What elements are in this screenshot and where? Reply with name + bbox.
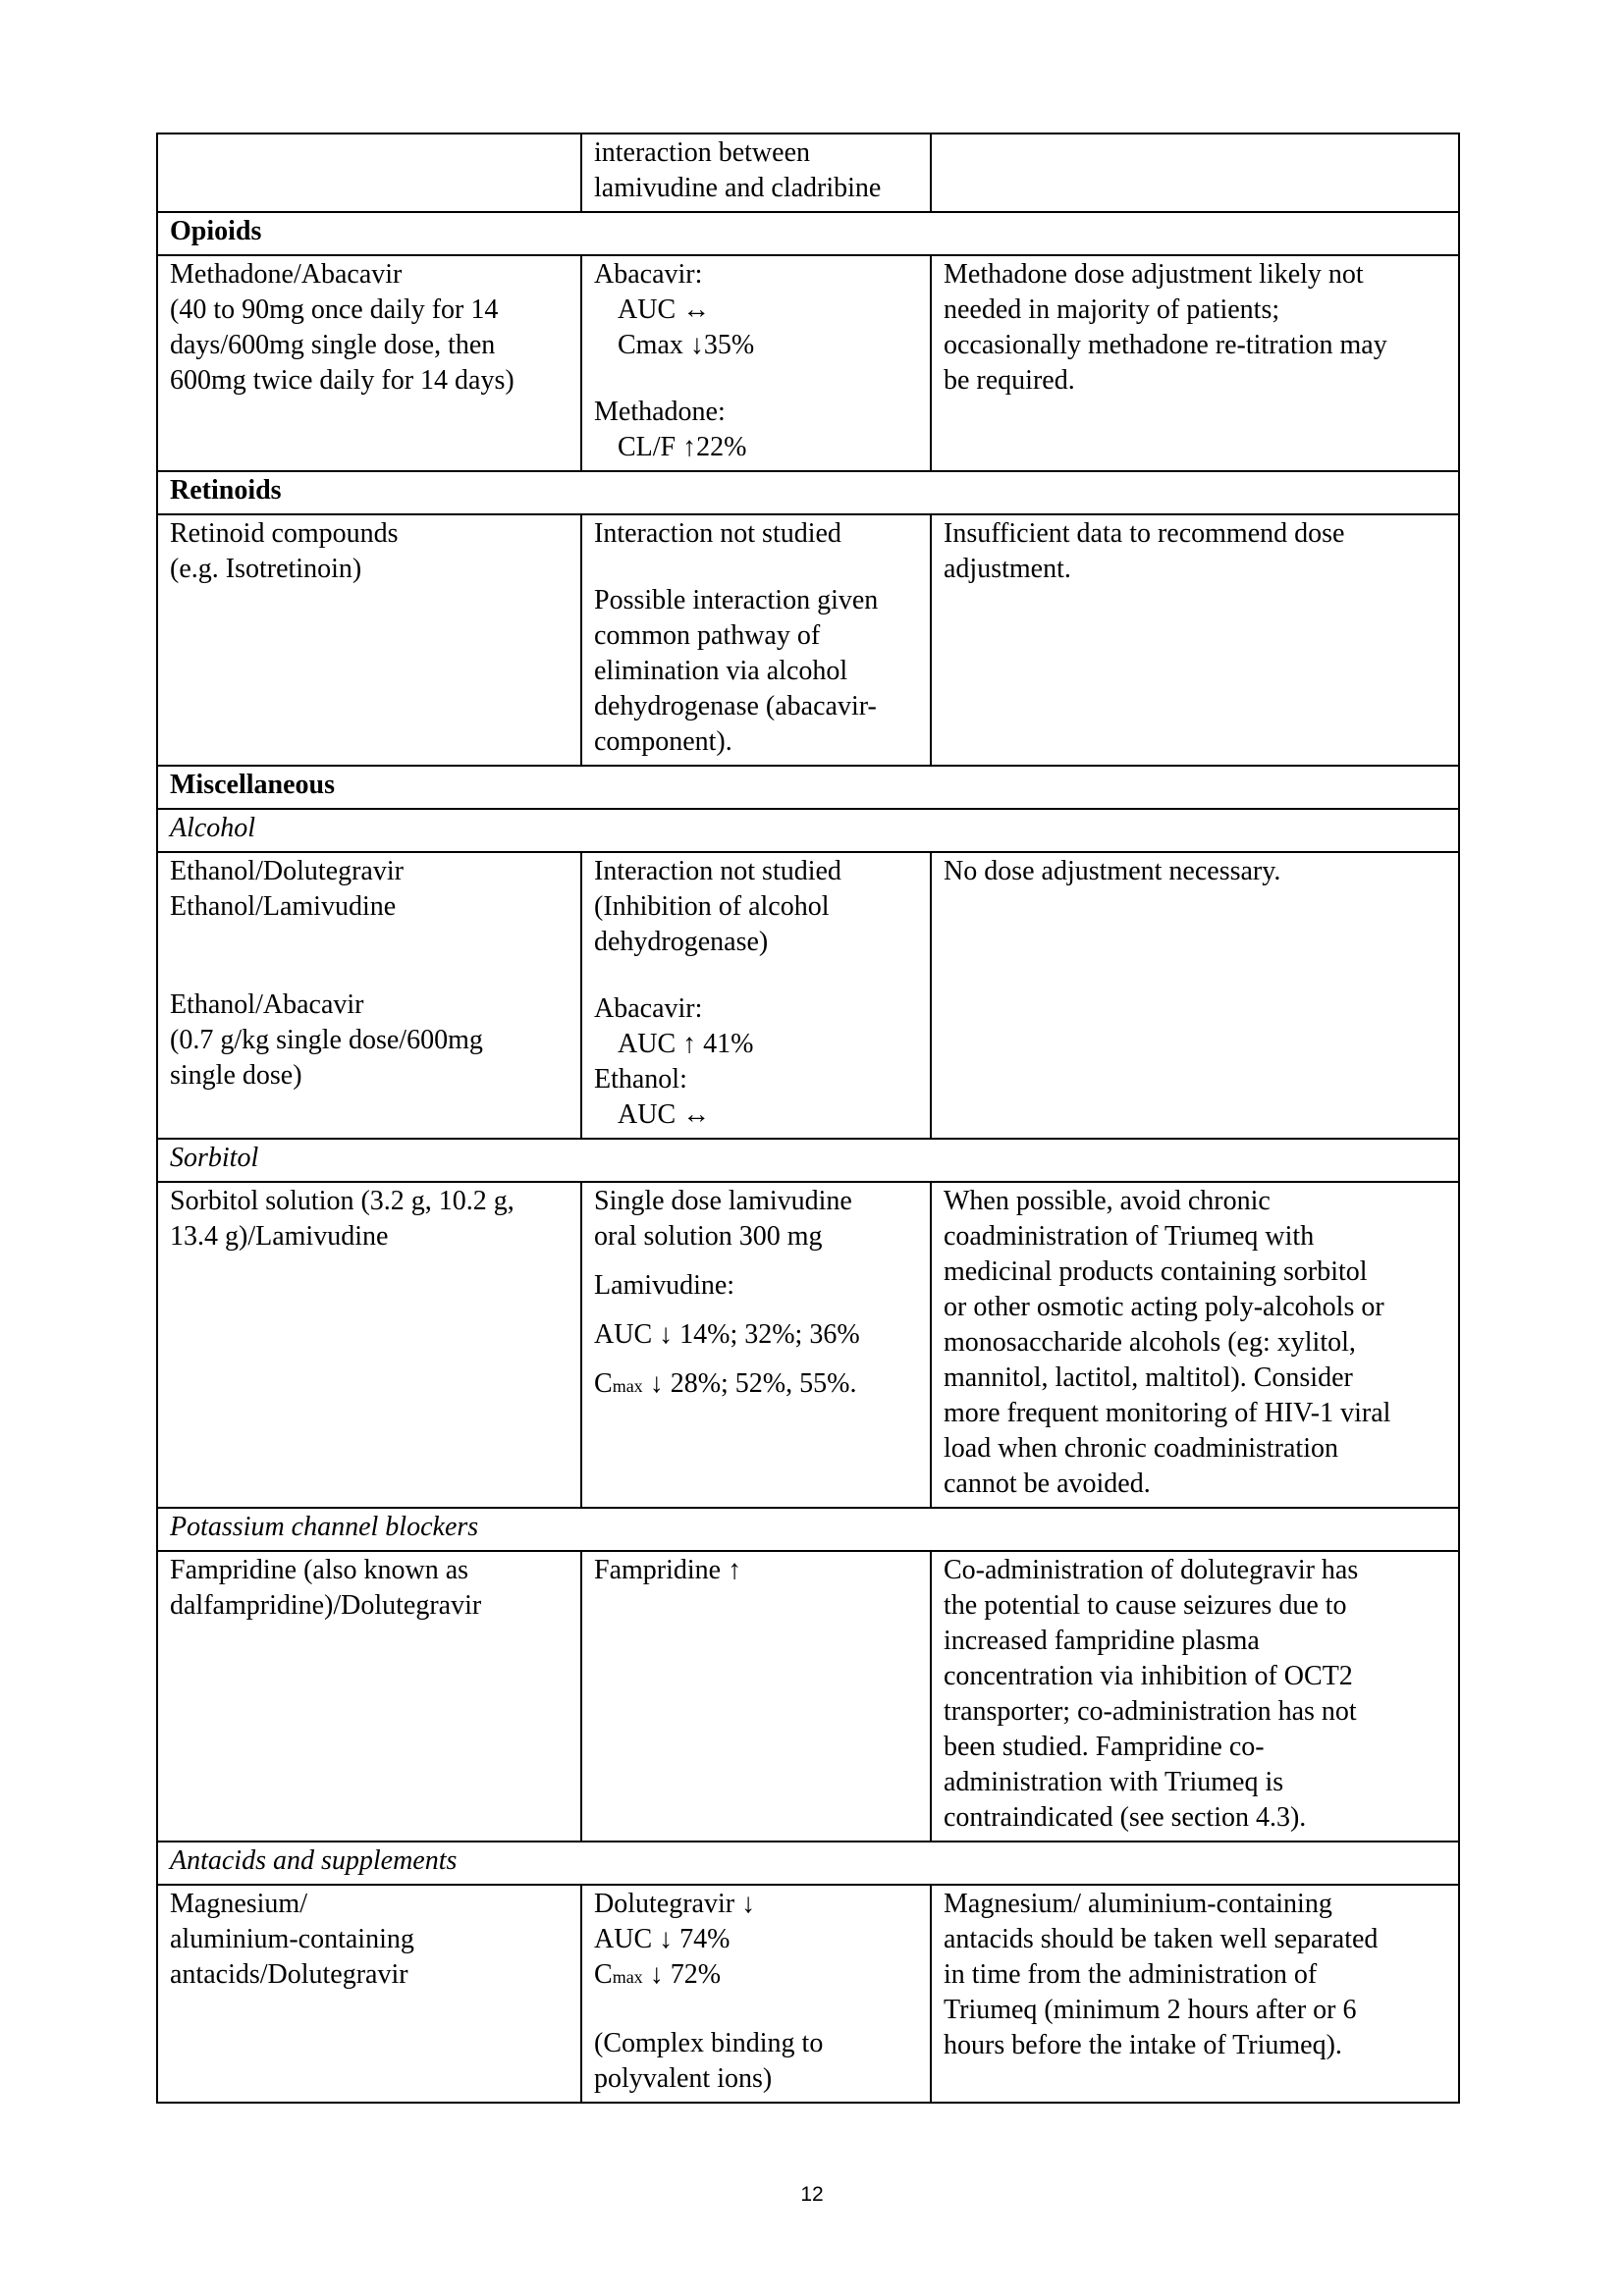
cmax-letter: C: [594, 1368, 613, 1399]
cell-line: aluminium-containing: [170, 1924, 414, 1954]
table-row: [157, 852, 1459, 1139]
table-cell: [157, 1551, 581, 1842]
page-number: 12: [800, 2183, 824, 2206]
subcategory-heading-alcohol: Alcohol: [157, 809, 1459, 852]
table-cell: [581, 1885, 931, 2103]
cell-line: [594, 1957, 918, 1995]
cell-line: dehydrogenase): [594, 927, 769, 957]
cell-line: oral solution 300 mg: [594, 1221, 823, 1252]
table-cell: [931, 1551, 1459, 1842]
cell-line: adjustment.: [944, 554, 1071, 584]
cell-line: Possible interaction given: [594, 585, 879, 615]
cell-line: AUC ↓ 14%; 32%; 36%: [594, 1319, 860, 1350]
table-row: [157, 133, 1459, 212]
table-cell: [581, 255, 931, 471]
cell-line: 13.4 g)/Lamivudine: [170, 1221, 389, 1252]
cell-line: common pathway of: [594, 620, 821, 651]
table-cell: [157, 1182, 581, 1508]
cell-line: 600mg twice daily for 14 days): [170, 365, 514, 396]
table-cell: [157, 1885, 581, 2103]
cell-line: Retinoid compounds: [170, 518, 399, 549]
cell-line: be required.: [944, 365, 1075, 396]
cell-line: Dolutegravir ↓: [594, 1889, 756, 1919]
table-cell: [931, 514, 1459, 766]
cell-line: Methadone dose adjustment likely not: [944, 259, 1364, 290]
cell-line: medicinal products containing sorbitol: [944, 1256, 1368, 1287]
cell-line: hours before the intake of Triumeq).: [944, 2030, 1342, 2060]
cmax-subscript: max: [612, 1376, 643, 1396]
cell-line: Ethanol/Dolutegravir: [170, 856, 404, 886]
subcategory-row: [157, 1842, 1459, 1885]
cell-line: or other osmotic acting poly-alcohols or: [944, 1292, 1384, 1322]
cell-line: Interaction not studied: [594, 856, 841, 886]
cell-line: AUC ↑ 41%: [618, 1029, 754, 1059]
category-row: [157, 471, 1459, 514]
cell-line: monosaccharide alcohols (eg: xylitol,: [944, 1327, 1356, 1358]
cell-line: more frequent monitoring of HIV-1 viral: [944, 1398, 1391, 1428]
cell-line: (40 to 90mg once daily for 14: [170, 294, 499, 325]
table-row: [157, 1885, 1459, 2103]
subcategory-heading-antacids: Antacids and supplements: [157, 1842, 1459, 1885]
interaction-table: [156, 133, 1460, 2104]
cell-line: Interaction not studied: [594, 518, 841, 549]
table-cell: [157, 133, 581, 212]
cell-line: needed in majority of patients;: [944, 294, 1280, 325]
cell-line: [594, 1366, 918, 1404]
cell-line: cannot be avoided.: [944, 1468, 1151, 1499]
table-cell: [157, 514, 581, 766]
table-row: [157, 255, 1459, 471]
table-cell: [581, 1551, 931, 1842]
cell-line: load when chronic coadministration: [944, 1433, 1338, 1464]
table-row: [157, 1182, 1459, 1508]
cell-line: component).: [594, 726, 732, 757]
cell-line: When possible, avoid chronic: [944, 1186, 1271, 1216]
cell-line: Single dose lamivudine: [594, 1186, 852, 1216]
cell-line: concentration via inhibition of OCT2: [944, 1661, 1353, 1691]
table-cell: [931, 1885, 1459, 2103]
cell-line: coadministration of Triumeq with: [944, 1221, 1315, 1252]
cell-line: (0.7 g/kg single dose/600mg: [170, 1025, 483, 1055]
table-cell: [931, 255, 1459, 471]
cell-line: contraindicated (see section 4.3).: [944, 1802, 1307, 1833]
category-row: [157, 766, 1459, 809]
category-heading-miscellaneous: Miscellaneous: [157, 766, 1459, 809]
table-cell: [581, 514, 931, 766]
cell-line: occasionally methadone re-titration may: [944, 330, 1387, 360]
cell-line: Co-administration of dolutegravir has: [944, 1555, 1359, 1585]
table-cell: [581, 133, 931, 212]
cell-line: increased fampridine plasma: [944, 1626, 1260, 1656]
cell-line: Lamivudine:: [594, 1270, 735, 1301]
cell-line: lamivudine and cladribine: [594, 173, 882, 203]
subcategory-row: [157, 809, 1459, 852]
cmax-value: ↓ 72%: [642, 1959, 722, 1990]
table-row: [157, 1551, 1459, 1842]
category-heading-opioids: Opioids: [157, 212, 1459, 255]
cell-line: Abacavir:: [594, 259, 703, 290]
cell-line: Insufficient data to recommend dose: [944, 518, 1345, 549]
subcategory-heading-potassium-channel-blockers: Potassium channel blockers: [157, 1508, 1459, 1551]
cell-line: Cmax ↓35%: [618, 330, 755, 360]
cmax-subscript: max: [612, 1967, 643, 1987]
cell-line: transporter; co-administration has not: [944, 1696, 1357, 1727]
cell-line: (Inhibition of alcohol: [594, 891, 830, 922]
table-cell: [931, 852, 1459, 1139]
table-cell: [157, 852, 581, 1139]
cell-line: in time from the administration of: [944, 1959, 1318, 1990]
cell-line: the potential to cause seizures due to: [944, 1590, 1347, 1621]
table-cell: [581, 1182, 931, 1508]
subcategory-heading-sorbitol: Sorbitol: [157, 1139, 1459, 1182]
table-cell: [157, 255, 581, 471]
table-cell: [581, 852, 931, 1139]
cell-line: CL/F ↑22%: [618, 432, 747, 462]
cmax-letter: C: [594, 1959, 613, 1990]
cell-line: Ethanol/Lamivudine: [170, 891, 397, 922]
cell-line: polyvalent ions): [594, 2063, 773, 2094]
subcategory-row: [157, 1508, 1459, 1551]
cell-line: elimination via alcohol: [594, 656, 848, 686]
cell-line: No dose adjustment necessary.: [944, 856, 1281, 886]
cell-line: antacids should be taken well separated: [944, 1924, 1379, 1954]
table-row: [157, 514, 1459, 766]
cell-line: Ethanol:: [594, 1064, 687, 1095]
cell-line: been studied. Fampridine co-: [944, 1732, 1265, 1762]
cell-line: Sorbitol solution (3.2 g, 10.2 g,: [170, 1186, 514, 1216]
cell-line: (Complex binding to: [594, 2028, 824, 2058]
cell-line: AUC ↔: [618, 294, 711, 325]
cell-line: administration with Triumeq is: [944, 1767, 1284, 1797]
subcategory-row: [157, 1139, 1459, 1182]
cell-line: Magnesium/ aluminium-containing: [944, 1889, 1332, 1919]
cell-line: Abacavir:: [594, 993, 703, 1024]
cell-line: Fampridine (also known as: [170, 1555, 469, 1585]
cell-line: dehydrogenase (abacavir-: [594, 691, 877, 721]
cell-line: days/600mg single dose, then: [170, 330, 496, 360]
cell-line: (e.g. Isotretinoin): [170, 554, 362, 584]
cmax-value: ↓ 28%; 52%, 55%.: [642, 1368, 857, 1399]
cell-line: Ethanol/Abacavir: [170, 989, 364, 1020]
cell-line: AUC ↔: [618, 1099, 711, 1130]
cell-line: single dose): [170, 1060, 302, 1091]
table-cell: [931, 1182, 1459, 1508]
cell-line: interaction between: [594, 137, 811, 168]
cell-line: dalfampridine)/Dolutegravir: [170, 1590, 482, 1621]
table-cell: [931, 133, 1459, 212]
cell-line: Fampridine ↑: [594, 1555, 742, 1585]
cell-line: mannitol, lactitol, maltitol). Consider: [944, 1362, 1353, 1393]
category-row: [157, 212, 1459, 255]
cell-line: antacids/Dolutegravir: [170, 1959, 408, 1990]
cell-line: Magnesium/: [170, 1889, 307, 1919]
cell-line: Triumeq (minimum 2 hours after or 6: [944, 1995, 1357, 2025]
cell-line: Methadone:: [594, 397, 726, 427]
category-heading-retinoids: Retinoids: [157, 471, 1459, 514]
cell-line: AUC ↓ 74%: [594, 1924, 731, 1954]
cell-line: Methadone/Abacavir: [170, 259, 403, 290]
